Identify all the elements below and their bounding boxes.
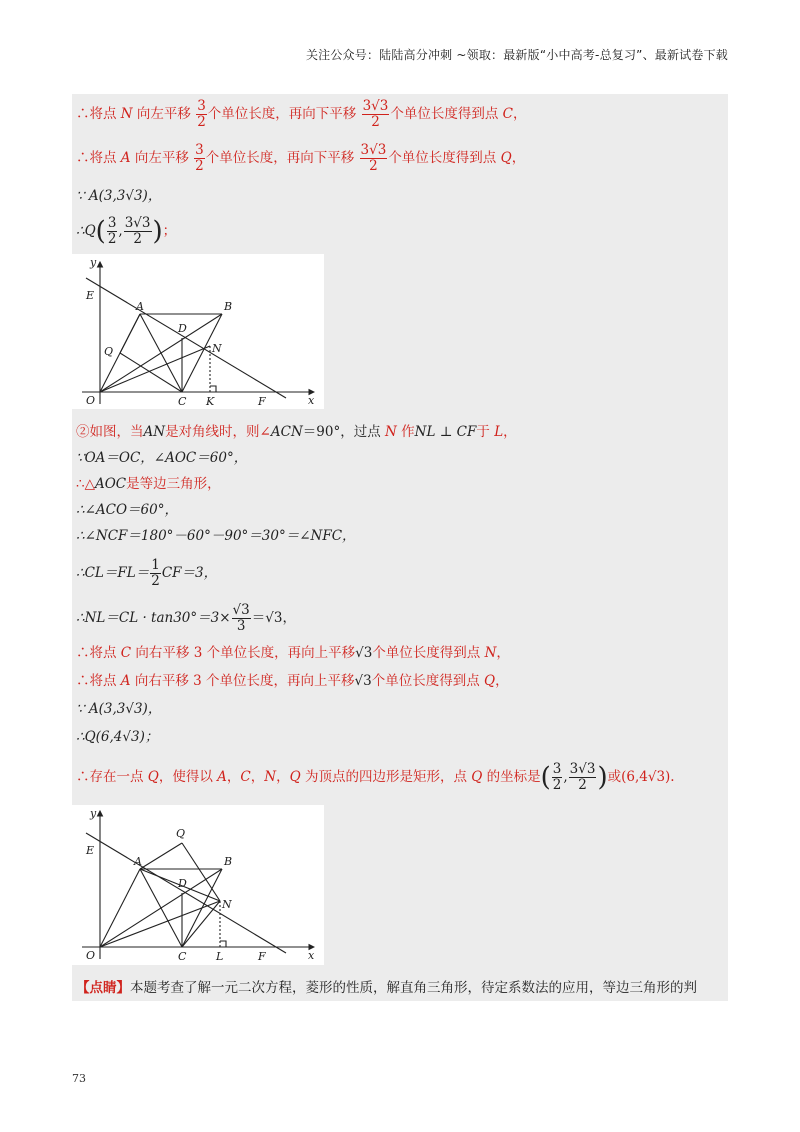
- step-nl: ∴NL＝CL · tan30°＝3× $\frac{√3}{3}$ ＝√3，: [76, 602, 296, 634]
- key-point-text: 本题考查了解一元二次方程，菱形的性质，解直角三角形，待定系数法的应用，等边三角形的判: [130, 980, 697, 996]
- result-q-1: ∴Q( $\frac{3}{2}$ , $\frac{3√3}{2}$ )；: [76, 215, 177, 247]
- fig2-label-a: A: [134, 855, 142, 868]
- fig1-label-c: C: [178, 395, 187, 408]
- key-point-tag: 【点睛】: [76, 980, 130, 996]
- fig1-label-f: F: [258, 395, 266, 408]
- step-oa-oc: ∵OA＝OC，∠AOC＝60°，: [76, 450, 248, 466]
- figure-rectangle-case-2: [72, 805, 324, 965]
- fraction-one-half: $\frac{1}{2}$: [151, 557, 160, 589]
- fig2-label-c: C: [178, 950, 187, 963]
- case-2-intro: ②如图，当AN是对角线时，则∠ACN＝90°，过点 N 作NL ⊥ CF于 L，: [76, 424, 517, 440]
- fig1-label-n: N: [212, 342, 222, 355]
- fig2-label-n: N: [222, 898, 232, 911]
- fraction-three-root3-halves-2: $\frac{3√3}{2}$: [360, 142, 387, 174]
- fig1-label-o: O: [86, 394, 96, 407]
- fig2-label-b: B: [224, 855, 233, 868]
- conclusion: ∴存在一点 Q，使得以 A，C，N，Q 为顶点的四边形是矩形，点 Q 的坐标是( $\frac{3}{2}$ , $\frac{3√3}{2}$ )或(6,4√3).: [76, 761, 675, 793]
- fig1-label-y: y: [90, 256, 97, 269]
- figure-rectangle-case-1: [72, 254, 324, 409]
- q3-y: $\frac{3√3}{2}$: [569, 761, 596, 793]
- fig2-label-o: O: [86, 949, 96, 962]
- step-cl-fl: ∴CL＝FL＝ $\frac{1}{2}$ CF＝3，: [76, 557, 218, 589]
- fig2-label-e: E: [86, 844, 95, 857]
- q1-x: $\frac{3}{2}$: [107, 215, 117, 247]
- step-aco: ∴∠ACO＝60°，: [76, 502, 178, 518]
- result-q-2: ∴Q(6,4√3)；: [76, 729, 159, 745]
- fig2-label-q: Q: [176, 827, 186, 840]
- step-translate-a: ∴将点 A 向左平移 $\frac{3}{2}$ 个单位长度，再向下平移 $\frac{3√3}{2}$ 个单位长度得到点 Q，: [76, 142, 526, 174]
- step-translate-a-2: ∴将点 A 向右平移 3 个单位长度，再向上平移√3个单位长度得到点 Q，: [76, 673, 509, 689]
- solution-block: [72, 94, 728, 1001]
- given-a: ∵ A(3,3√3)，: [76, 188, 162, 204]
- step-equilateral: ∴△AOC是等边三角形，: [76, 476, 221, 492]
- fig2-label-y: y: [90, 807, 97, 820]
- fraction-three-halves-2: $\frac{3}{2}$: [195, 142, 204, 174]
- fig1-label-a: A: [136, 300, 144, 313]
- step-translate-n: ∴将点 N 向左平移 $\frac{3}{2}$ 个单位长度，再向下平移 $\frac{3√3}{2}$ 个单位长度得到点 C，: [76, 98, 527, 130]
- fig1-label-d: D: [178, 322, 187, 335]
- fig1-label-b: B: [224, 300, 233, 313]
- fig1-label-q: Q: [104, 345, 114, 358]
- fraction-root3-thirds: $\frac{√3}{3}$: [232, 602, 250, 634]
- fraction-three-halves: $\frac{3}{2}$: [197, 98, 206, 130]
- fig1-label-e: E: [86, 289, 95, 302]
- key-point-note: [72, 977, 728, 1001]
- fig1-label-x: x: [308, 394, 315, 407]
- fraction-three-root3-halves: $\frac{3√3}{2}$: [362, 98, 389, 130]
- page-header: 关注公众号：陆陆高分冲刺 ~领取：最新版“小中高考-总复习”、最新试卷下载: [305, 48, 728, 62]
- step-ncf: ∴∠NCF＝180°－60°－90°＝30°＝∠NFC，: [76, 528, 356, 544]
- fig2-label-x: x: [308, 949, 315, 962]
- page-number: 73: [72, 1072, 86, 1085]
- step-translate-c: ∴将点 C 向右平移 3 个单位长度，再向上平移√3个单位长度得到点 N，: [76, 645, 510, 661]
- fig2-label-f: F: [258, 950, 266, 963]
- fig2-label-l: L: [216, 950, 224, 963]
- q1-y: $\frac{3√3}{2}$: [124, 215, 151, 247]
- q3-x: $\frac{3}{2}$: [552, 761, 562, 793]
- fig1-label-k: K: [206, 395, 215, 408]
- given-a-2: ∵ A(3,3√3)，: [76, 701, 162, 717]
- fig2-label-d: D: [178, 877, 187, 890]
